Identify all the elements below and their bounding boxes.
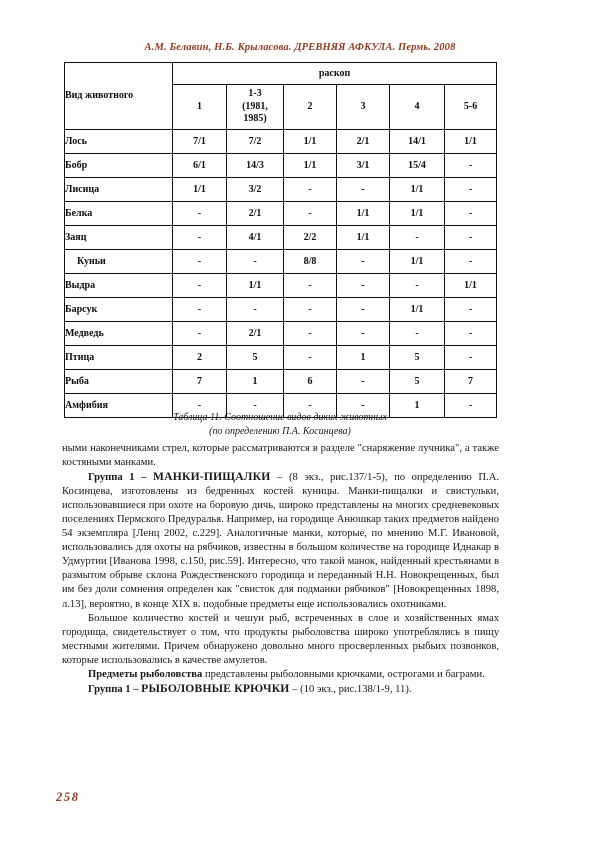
table-cell-value: -: [227, 298, 284, 322]
table-cell-value: 7: [445, 370, 497, 394]
table-cell-value: 1/1: [337, 202, 390, 226]
table-cell-value: -: [337, 322, 390, 346]
header-col-4: [390, 85, 445, 130]
table-cell-value: 5: [227, 346, 284, 370]
page-number: 258: [56, 790, 80, 804]
table-cell-value: -: [173, 322, 227, 346]
body-text: [62, 442, 499, 697]
table-cell-value: 7: [173, 370, 227, 394]
header-col-5-6: [445, 85, 497, 130]
table-cell-value: 5: [390, 346, 445, 370]
table-row: [65, 298, 497, 322]
header-group-raskop: раскоп: [173, 63, 497, 85]
table-caption: [64, 411, 496, 438]
header-col-2: [284, 85, 337, 130]
table-cell-value: -: [173, 298, 227, 322]
table-cell-value: -: [390, 274, 445, 298]
table-cell-value: -: [284, 298, 337, 322]
table-cell-value: 7/1: [173, 130, 227, 154]
table-cell-value: -: [445, 346, 497, 370]
table-cell-value: -: [227, 250, 284, 274]
header-col-4-line1: 4: [414, 100, 420, 112]
table-cell-value: 8/8: [284, 250, 337, 274]
table-cell-species: Куньи: [65, 250, 173, 274]
header-col-3: [337, 85, 390, 130]
table-cell-value: -: [445, 226, 497, 250]
table-cell-value: -: [173, 274, 227, 298]
header-col-2-line1: 2: [307, 100, 313, 112]
table-cell-value: 14/3: [227, 154, 284, 178]
table-cell-value: -: [445, 154, 497, 178]
table-cell-value: -: [284, 178, 337, 202]
paragraph-5-title: РЫБОЛОВНЫЕ КРЮЧКИ: [141, 681, 290, 695]
table-cell-value: 1/1: [390, 178, 445, 202]
header-species: Вид животного: [65, 63, 173, 130]
table-cell-value: 1/1: [390, 202, 445, 226]
table-cell-value: -: [337, 370, 390, 394]
table-cell-value: -: [284, 274, 337, 298]
table-cell-value: -: [227, 394, 284, 418]
table-cell-value: -: [445, 298, 497, 322]
table-cell-value: 1/1: [284, 130, 337, 154]
table-cell-value: -: [173, 226, 227, 250]
table-cell-value: 1/1: [227, 274, 284, 298]
paragraph-5-rest: – (10 экз., рис.138/1-9, 11).: [289, 683, 412, 695]
table-cell-species: Птица: [65, 346, 173, 370]
table-cell-value: 6/1: [173, 154, 227, 178]
table-caption-line2: (по определению П.А. Косинцева): [209, 425, 351, 437]
table-row: [65, 346, 497, 370]
table-cell-value: 2/1: [227, 322, 284, 346]
table-cell-value: 2/1: [227, 202, 284, 226]
animals-table-container: [64, 62, 496, 418]
table-cell-value: 1/1: [173, 178, 227, 202]
table-cell-value: 2/1: [337, 130, 390, 154]
header-col-1-3-line3: 1985): [243, 113, 267, 125]
table-cell-value: 1: [227, 370, 284, 394]
table-cell-value: -: [445, 202, 497, 226]
table-cell-species: Медведь: [65, 322, 173, 346]
paragraph-5: [62, 682, 499, 697]
table-cell-value: 1/1: [337, 226, 390, 250]
table-cell-value: 4/1: [227, 226, 284, 250]
table-cell-value: -: [390, 322, 445, 346]
table-cell-species: Бобр: [65, 154, 173, 178]
table-cell-species: Лось: [65, 130, 173, 154]
table-cell-value: 5: [390, 370, 445, 394]
table-cell-value: 3/1: [337, 154, 390, 178]
header-col-1-3-line1: 1-3: [248, 88, 262, 100]
table-cell-species: Барсук: [65, 298, 173, 322]
table-cell-value: 1/1: [390, 298, 445, 322]
table-cell-value: -: [445, 178, 497, 202]
table-cell-value: 1/1: [390, 250, 445, 274]
table-cell-value: -: [337, 298, 390, 322]
table-cell-value: 2/2: [284, 226, 337, 250]
table-body: [65, 130, 497, 418]
running-head: А.М. Белавин, Н.Б. Крыласова. ДРЕВНЯЯ АФКУЛА. Пермь. 2008: [144, 42, 456, 53]
table-cell-value: -: [284, 346, 337, 370]
table-cell-value: 1/1: [445, 274, 497, 298]
paragraph-2-rest: – (8 экз., рис.137/1-5), по определению П.А. Косинцева, изготовлены из бедренных костей куницы. Манки-пищалки и свистульки, использовавшиеся при охоте на боровую дичь, широко представлены на многих средневековых поселениях Пермского Предуралья. Например, на городище Анюшкар таких предметов найдено 54 экземпляра [Ленц 2002, с.229]. Аналогичные манки, которые, по мнению М.Г. Ивановой, использовались для охоты на рябчиков, известны в большом количестве на городище Иднакар в Удмуртии [Иванова 1998, с.150, рис.59]. Интересно, что такой манок, найденный крестьянами в размытом обрыве склона Рождественского городища и переданный Н.Н. Новокрещенных, был им без доли сомнения определен как "свисток для подманки рябчиков" [Новокрещенных 1898, л.13], вероятно, в конце XIX в. подобные предметы еще использовались охотниками.: [62, 472, 499, 610]
header-col-1-3: [227, 85, 284, 130]
table-cell-value: 6: [284, 370, 337, 394]
paragraph-4-lead: Предметы рыболовства: [88, 668, 203, 680]
table-cell-value: 3/2: [227, 178, 284, 202]
animals-table: [64, 62, 497, 418]
table-cell-value: -: [337, 250, 390, 274]
table-cell-value: 7/2: [227, 130, 284, 154]
table-row: [65, 322, 497, 346]
table-cell-value: -: [173, 250, 227, 274]
paragraph-2-lead: Группа 1 –: [88, 472, 154, 484]
table-head: [65, 63, 497, 130]
table-cell-value: -: [445, 250, 497, 274]
table-row: [65, 178, 497, 202]
table-cell-value: -: [173, 202, 227, 226]
paragraph-4: [62, 668, 499, 682]
paragraph-2-title: МАНКИ-ПИЩАЛКИ: [153, 470, 271, 484]
table-row: [65, 154, 497, 178]
header-col-5-6-line1: 5-6: [463, 100, 478, 112]
paragraph-1: ными наконечниками стрел, которые рассматриваются в разделе "снаряжение лучника", а также костяными манками.: [62, 443, 499, 469]
table-cell-species: Рыба: [65, 370, 173, 394]
table-cell-value: -: [390, 226, 445, 250]
table-cell-value: 15/4: [390, 154, 445, 178]
paragraph-2: [62, 470, 499, 611]
header-col-1-3-line2: (1981,: [242, 100, 268, 112]
table-row: [65, 130, 497, 154]
header-col-1: [173, 85, 227, 130]
table-cell-value: -: [445, 394, 497, 418]
table-row: [65, 202, 497, 226]
table-cell-value: 1: [390, 394, 445, 418]
table-cell-value: 1/1: [284, 154, 337, 178]
paragraph-4-rest: представлены рыболовными крючками, острогами и баграми.: [202, 668, 485, 680]
table-row: [65, 370, 497, 394]
table-cell-value: 1: [337, 346, 390, 370]
header-col-3-line1: 3: [360, 100, 366, 112]
table-cell-species: Заяц: [65, 226, 173, 250]
table-cell-value: -: [337, 274, 390, 298]
table-row: [65, 274, 497, 298]
table-cell-value: 1/1: [445, 130, 497, 154]
table-cell-value: -: [284, 394, 337, 418]
table-cell-value: -: [284, 322, 337, 346]
table-row: [65, 250, 497, 274]
table-cell-species: Лисица: [65, 178, 173, 202]
table-cell-value: -: [337, 394, 390, 418]
table-cell-species: Выдра: [65, 274, 173, 298]
table-cell-value: 14/1: [390, 130, 445, 154]
paragraph-5-lead: Группа 1 –: [88, 683, 142, 695]
table-header-row-1: [65, 63, 497, 85]
table-row: [65, 226, 497, 250]
table-cell-value: -: [284, 202, 337, 226]
paragraph-3: Большое количество костей и чешуи рыб, встреченных в слое и хозяйственных ямах городища, свидетельствует о том, что продукты рыболовства широко употреблялись в пищу местными жителями. Причем обнаружено довольно много просверленных рыбьих позвонков, которые использовались в качестве амулетов.: [62, 612, 499, 666]
table-cell-species: Белка: [65, 202, 173, 226]
table-caption-line1: Таблица 11. Соотношение видов диких животных: [173, 412, 387, 423]
table-cell-value: -: [445, 322, 497, 346]
table-cell-value: -: [337, 178, 390, 202]
table-cell-value: 2: [173, 346, 227, 370]
header-col-1-line1: 1: [197, 100, 202, 112]
table-cell-value: -: [173, 394, 227, 418]
table-cell-species: Амфибия: [65, 394, 173, 418]
